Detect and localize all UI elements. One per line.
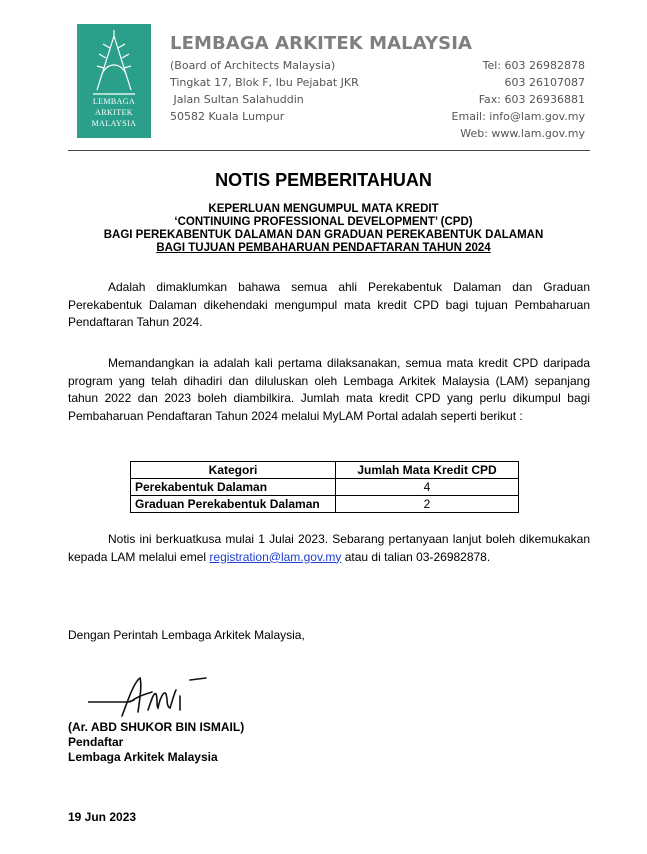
- table-row: [131, 496, 519, 513]
- table-cell-credits: 2: [336, 496, 519, 513]
- address-line: (Board of Architects Malaysia): [170, 59, 336, 72]
- paragraph-2: [68, 355, 590, 425]
- paragraph-2-text: Memandangkan ia adalah kali pertama dilaksanakan, semua mata kredit CPD daripada program yang telah dihadiri dan diluluskan oleh Lembaga Arkitek Malaysia (LAM) sepanjang tahun 2022 dan 2023 boleh diambilkira. Jumlah mata kredit CPD yang perlu dikumpul bagi Pembaharuan Pendaftaran Tahun 2024 melalui MyLAM Portal adalah seperti berikut :: [68, 356, 590, 423]
- contact-block: [452, 57, 585, 142]
- contact-tel: Tel: 603 26982878: [482, 59, 585, 72]
- logo-text-line-3: MALAYSIA: [91, 119, 137, 128]
- contact-tel-2: 603 26107087: [504, 76, 585, 89]
- table-row: [131, 479, 519, 496]
- subheading-line: KEPERLUAN MENGUMPUL MATA KREDIT: [208, 203, 439, 215]
- contact-web: Web: www.lam.gov.my: [460, 127, 585, 140]
- paragraph-3-text-end: atau di talian 03-26982878.: [341, 549, 491, 564]
- signatory-name: (Ar. ABD SHUKOR BIN ISMAIL): [68, 720, 245, 734]
- paragraph-1: [68, 279, 590, 332]
- signatory-title: Pendaftar: [68, 735, 124, 749]
- signatory-organization: Lembaga Arkitek Malaysia: [68, 750, 218, 764]
- paragraph-1-text: Adalah dimaklumkan bahawa semua ahli Perekabentuk Dalaman dan Graduan Perekabentuk Dalaman dikehendaki mengumpul mata kredit CPD bagi tujuan Pembaharuan Pendaftaran Tahun 2024.: [68, 280, 590, 329]
- notice-title: NOTIS PEMBERITAHUAN: [215, 170, 432, 190]
- notice-subheading: [0, 203, 647, 255]
- table-cell-category: Graduan Perekabentuk Dalaman: [131, 496, 336, 513]
- email-link[interactable]: registration@lam.gov.my: [209, 549, 342, 564]
- notice-date: 19 Jun 2023: [68, 810, 137, 824]
- logo-text-line-2: ARKITEK: [95, 108, 133, 117]
- paragraph-3: [68, 531, 590, 566]
- table-header: Jumlah Mata Kredit CPD: [336, 462, 519, 479]
- header-divider: [68, 150, 590, 151]
- address-line: Jalan Sultan Salahuddin: [170, 93, 304, 106]
- table-header-row: [131, 462, 519, 479]
- table-cell-credits: 4: [336, 479, 519, 496]
- organization-name: LEMBAGA ARKITEK MALAYSIA: [170, 33, 473, 54]
- paragraph-3-text: Notis ini berkuatkusa mulai 1 Julai 2023. Sebarang pertanyaan lanjut boleh dikemukakan kepada LAM melalui emel: [68, 532, 590, 564]
- contact-email: Email: info@lam.gov.my: [451, 110, 585, 123]
- handwritten-signature: [88, 672, 218, 722]
- contact-fax: Fax: 603 26936881: [478, 93, 585, 106]
- address-line: 50582 Kuala Lumpur: [170, 110, 285, 123]
- table-header: Kategori: [131, 462, 336, 479]
- table-cell-category: Perekabentuk Dalaman: [131, 479, 336, 496]
- logo-text-line-1: LEMBAGA: [92, 97, 136, 106]
- address-line: Tingkat 17, Blok F, Ibu Pejabat JKR: [170, 76, 359, 89]
- subheading-line: ‘CONTINUING PROFESSIONAL DEVELOPMENT’ (CPD): [174, 216, 473, 228]
- lam-logo: [77, 24, 151, 138]
- closing-line: Dengan Perintah Lembaga Arkitek Malaysia,: [68, 628, 305, 642]
- cpd-credit-table: [130, 461, 519, 513]
- subheading-line-underlined: BAGI TUJUAN PEMBAHARUAN PENDAFTARAN TAHUN 2024: [156, 242, 491, 254]
- address-block: [170, 57, 359, 125]
- subheading-line: BAGI PEREKABENTUK DALAMAN DAN GRADUAN PEREKABENTUK DALAMAN: [103, 229, 544, 241]
